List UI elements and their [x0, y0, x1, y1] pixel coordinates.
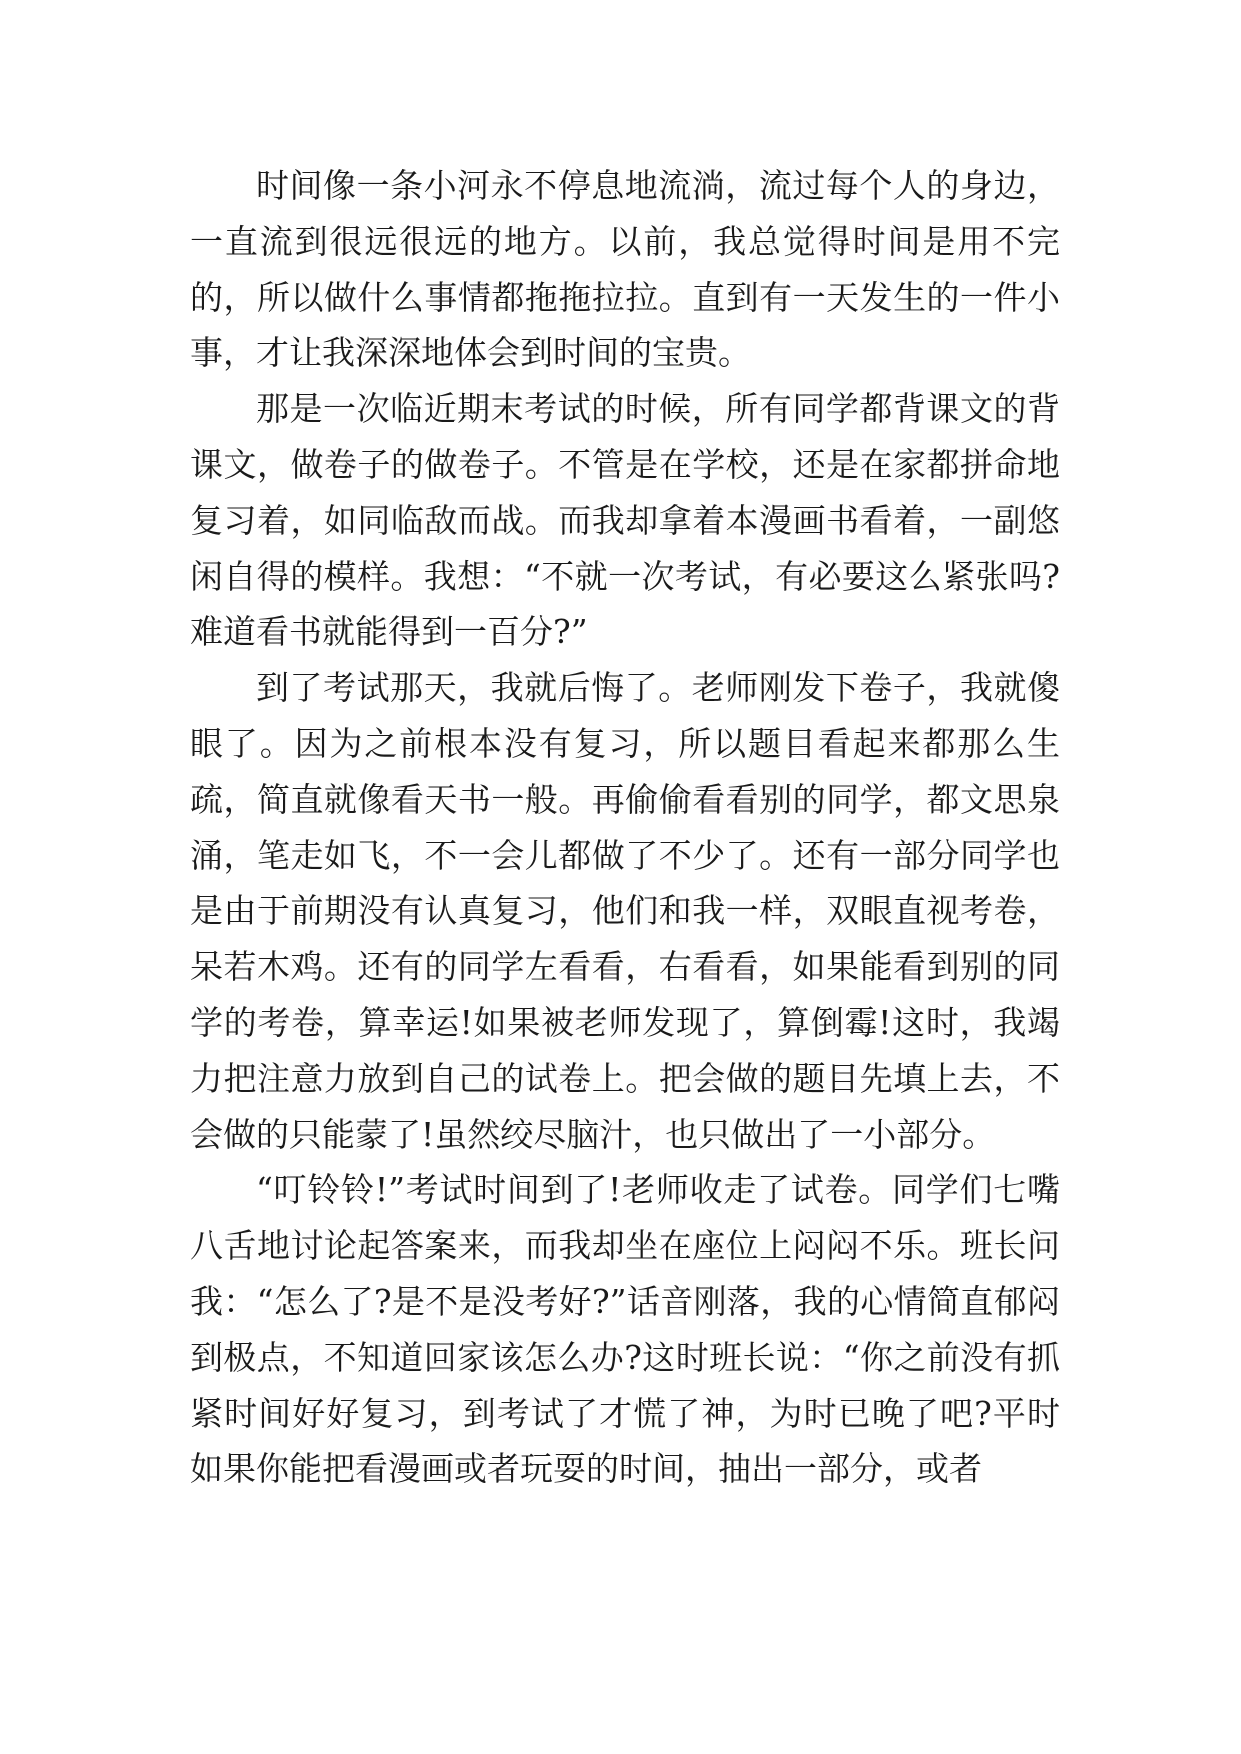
paragraph-1: 时间像一条小河永不停息地流淌，流过每个人的身边，一直流到很远很远的地方。以前，我总觉得时间是用不完的，所以做什么事情都拖拖拉拉。直到有一天发生的一件小事，才让我深深地体会到时间的宝贵。 — [190, 166, 1060, 373]
essay-body — [190, 158, 1060, 1497]
paragraph-4: “叮铃铃!”考试时间到了!老师收走了试卷。同学们七嘴八舌地讨论起答案来，而我却坐在座位上闷闷不乐。班长问我：“怎么了?是不是没考好?”话音刚落，我的心情简直郁闷到极点，不知道回家该怎么办?这时班长说：“你之前没有抓紧时间好好复习，到考试了才慌了神，为时已晚了吧?平时如果你能把看漫画或者玩耍的时间，抽出一部分，或者 — [190, 1170, 1060, 1489]
paragraph-3: 到了考试那天，我就后悔了。老师刚发下卷子，我就傻眼了。因为之前根本没有复习，所以题目看起来都那么生疏，简直就像看天书一般。再偷偷看看别的同学，都文思泉涌，笔走如飞，不一会儿都做了不少了。还有一部分同学也是由于前期没有认真复习，他们和我一样，双眼直视考卷，呆若木鸡。还有的同学左看看，右看看，如果能看到别的同学的考卷，算幸运!如果被老师发现了，算倒霉!这时，我竭力把注意力放到自己的试卷上。把会做的题目先填上去，不会做的只能蒙了!虽然绞尽脑汁，也只做出了一小部分。 — [190, 668, 1060, 1154]
paragraph-2: 那是一次临近期末考试的时候，所有同学都背课文的背课文，做卷子的做卷子。不管是在学校，还是在家都拼命地复习着，如同临敌而战。而我却拿着本漫画书看着，一副悠闲自得的模样。我想：“不就一次考试，有必要这么紧张吗?难道看书就能得到一百分?” — [190, 389, 1060, 652]
